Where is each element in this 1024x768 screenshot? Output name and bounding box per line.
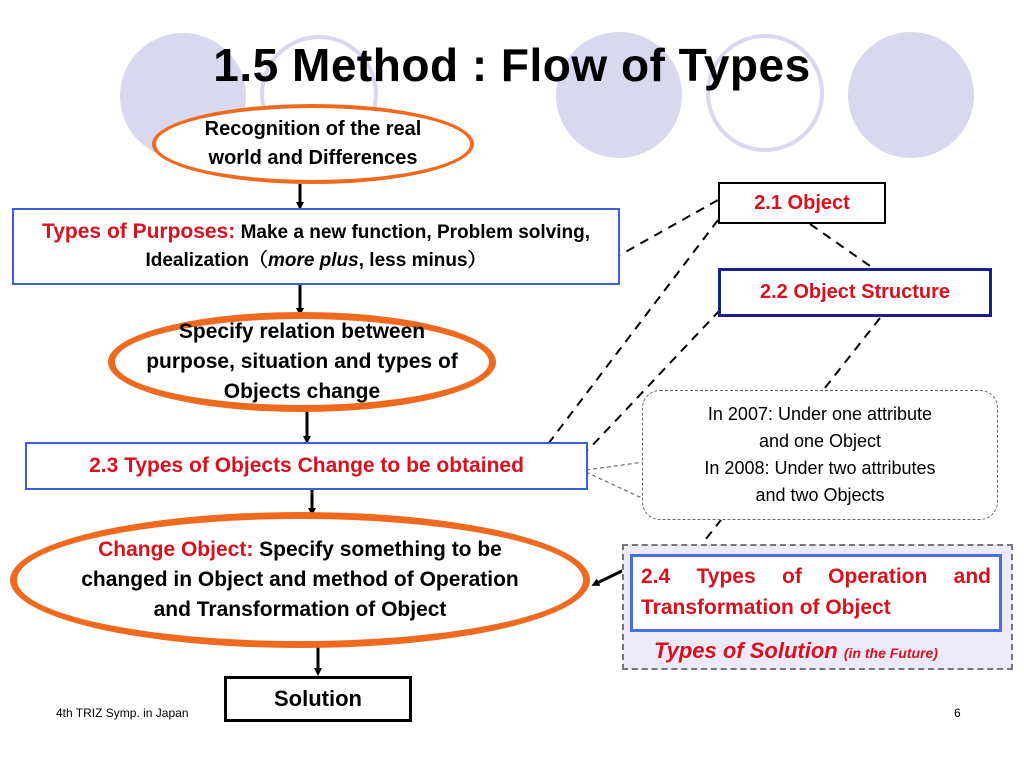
specify-relation-text: Specify relation between purpose, situation and types of Objects change xyxy=(146,320,458,403)
purposes-content xyxy=(24,218,608,275)
page-number: 6 xyxy=(954,706,961,720)
operation-types-box xyxy=(630,554,1002,632)
change-object-label: Change Object: xyxy=(98,538,254,561)
purposes-text: Make a new function, Problem solving, Idealization（ xyxy=(145,222,591,271)
recognition-text: Recognition of the real world and Differences xyxy=(204,118,422,169)
change-object-content xyxy=(67,535,533,625)
future-solution-box xyxy=(622,544,1013,670)
purposes-italic: more plus xyxy=(267,250,359,271)
year-note-box xyxy=(642,390,998,520)
object-structure-box xyxy=(718,268,992,317)
specify-relation-ellipse xyxy=(108,312,496,412)
arrow-6 xyxy=(595,570,624,584)
dashed-object-to-purposes xyxy=(620,200,718,255)
note-pointer-top xyxy=(586,462,644,470)
note-line-1: In 2007: Under one attribute xyxy=(707,404,933,424)
purposes-end: , less minus） xyxy=(358,250,487,271)
recognition-ellipse xyxy=(152,104,474,184)
types-of-solution-text: Types of Solution xyxy=(654,638,838,663)
solution-box xyxy=(224,676,412,722)
slide-title: 1.5 Method : Flow of Types xyxy=(213,39,811,91)
object-box xyxy=(718,182,886,224)
object-text: 2.1 Object xyxy=(754,191,850,214)
object-structure-text: 2.2 Object Structure xyxy=(759,281,951,303)
note-line-4: and two Objects xyxy=(755,485,885,505)
purposes-box xyxy=(12,208,620,285)
year-note-content xyxy=(704,401,935,509)
operation-types-text: 2.4 Types of Operation and Transformation of Object xyxy=(641,565,991,619)
types-objects-change-text: 2.3 Types of Objects Change to be obtained xyxy=(89,454,524,477)
note-pointer-bottom xyxy=(586,472,646,500)
note-line-2: and one Object xyxy=(758,431,882,451)
types-of-solution-label xyxy=(654,638,938,664)
dashed-object-to-structure xyxy=(810,224,870,266)
change-object-ellipse xyxy=(10,512,590,648)
change-object-text: Specify something to be changed in Object and method of Operation and Transformation of Object xyxy=(81,538,519,621)
purposes-label: Types of Purposes: xyxy=(41,220,236,243)
footer-left: 4th TRIZ Symp. in Japan xyxy=(56,706,189,720)
solution-text: Solution xyxy=(274,686,362,711)
note-line-3: In 2008: Under two attributes xyxy=(704,458,936,478)
types-objects-change-box xyxy=(25,442,588,490)
in-the-future-text: (in the Future) xyxy=(843,645,938,661)
